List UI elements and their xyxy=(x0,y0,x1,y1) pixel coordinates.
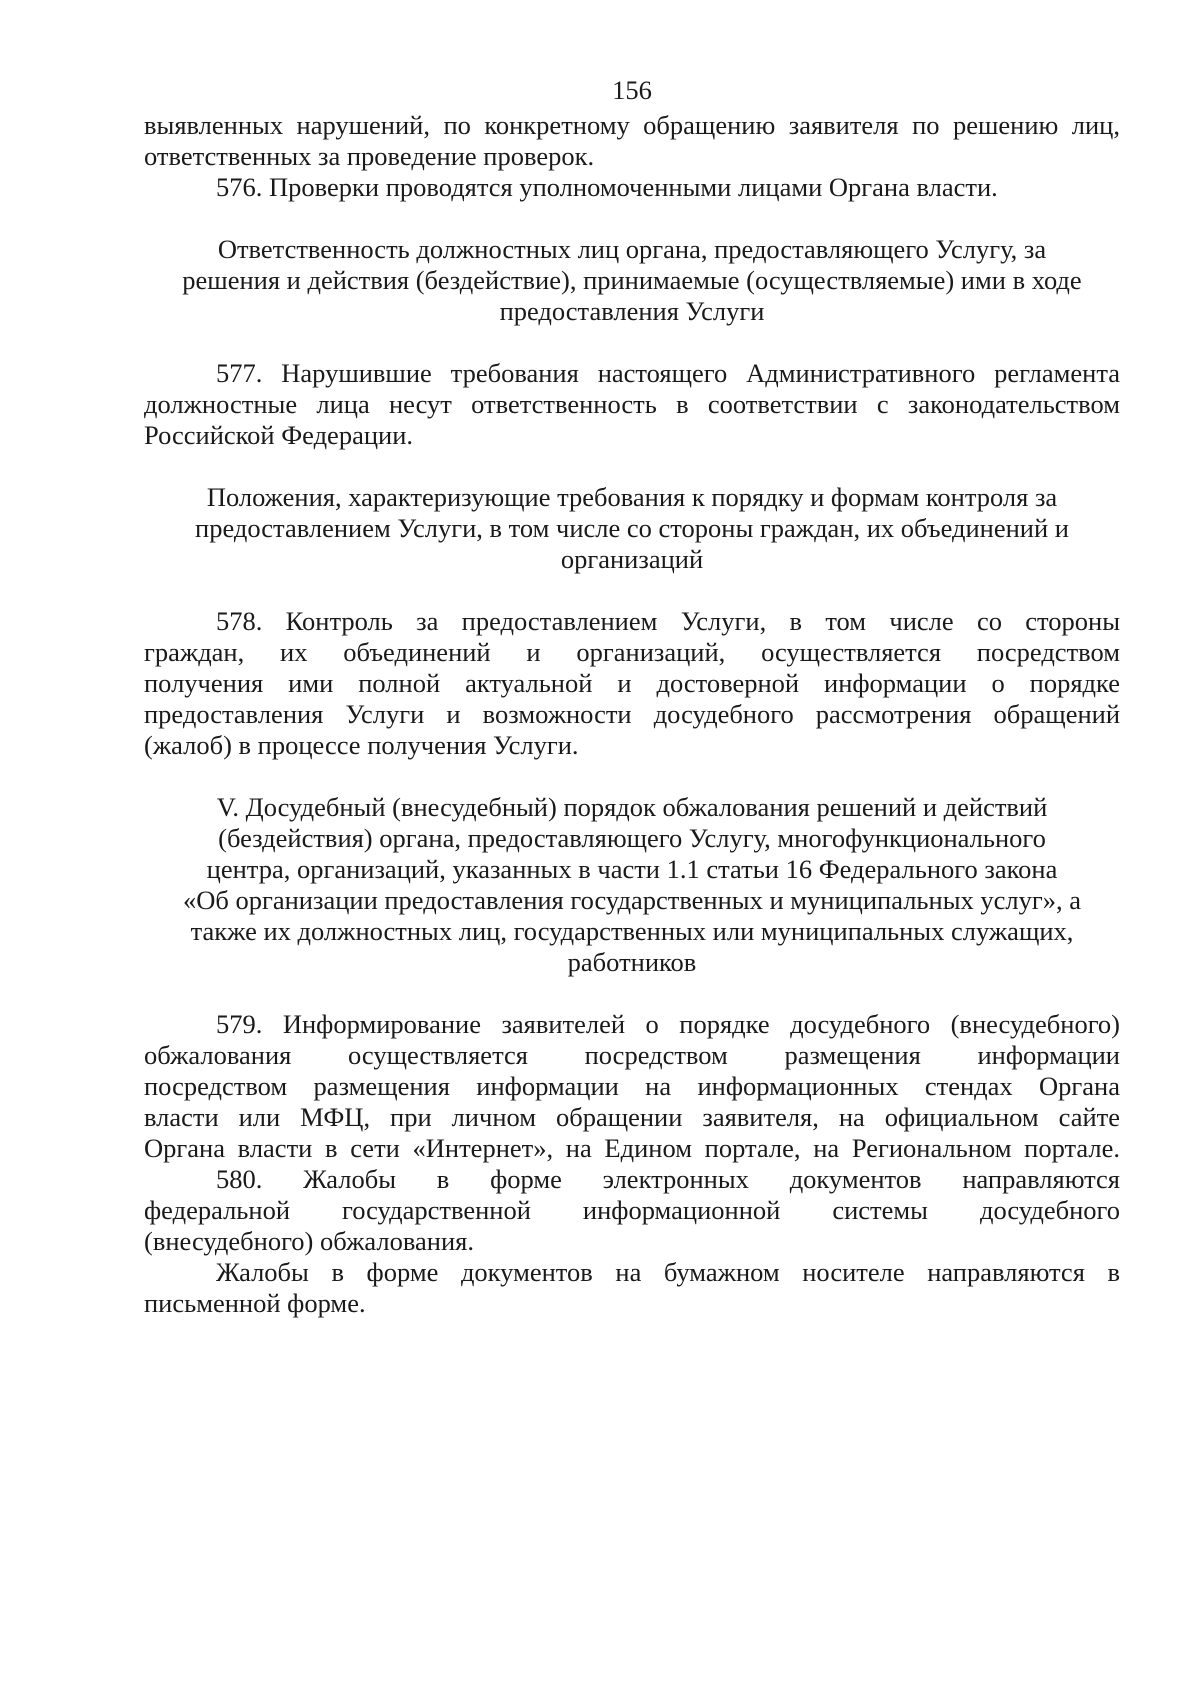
heading-responsibility xyxy=(144,234,1120,327)
paragraph-580 xyxy=(144,1164,1120,1257)
heading-line: (бездействия) органа, предоставляющего Услугу, многофункционального xyxy=(218,823,1046,853)
text-line: власти или МФЦ, при личном обращении заявителя, на официальном сайте xyxy=(144,1102,1120,1132)
text-line: предоставления Услуги и возможности досудебного рассмотрения обращений xyxy=(144,699,1120,729)
text-line: письменной форме. xyxy=(144,1288,366,1318)
text-line: 579. Информирование заявителей о порядке досудебного (внесудебного) xyxy=(216,1009,1120,1039)
heading-line: Положения, характеризующие требования к порядку и формам контроля за xyxy=(206,482,1058,512)
heading-line: работников xyxy=(567,947,697,977)
heading-line: центра, организаций, указанных в части 1.1 статьи 16 Федерального закона xyxy=(206,854,1058,884)
heading-control xyxy=(144,482,1120,575)
paragraph-576 xyxy=(144,172,1120,203)
text-line: граждан, их объединений и организаций, осуществляется посредством xyxy=(144,637,1120,667)
paragraph-paper-complaints xyxy=(144,1257,1120,1319)
text-line: Жалобы в форме документов на бумажном носителе направляются в xyxy=(216,1257,1120,1287)
text-line: 578. Контроль за предоставлением Услуги, в том числе со стороны xyxy=(216,606,1120,636)
heading-line: Ответственность должностных лиц органа, предоставляющего Услугу, за xyxy=(217,234,1047,264)
heading-line: решения и действия (бездействие), принимаемые (осуществляемые) ими в ходе xyxy=(182,265,1082,295)
heading-line: предоставления Услуги xyxy=(499,296,765,326)
text-line: (жалоб) в процессе получения Услуги. xyxy=(144,730,579,760)
paragraph-intro xyxy=(144,110,1120,172)
text-line: получения ими полной актуальной и достоверной информации о порядке xyxy=(144,668,1120,698)
page-number: 156 xyxy=(612,75,652,105)
text-line: выявленных нарушений, по конкретному обращению заявителя по решению лиц, xyxy=(144,110,1120,140)
paragraph-577 xyxy=(144,358,1120,451)
heading-section-v xyxy=(144,792,1120,978)
heading-line: также их должностных лиц, государственных или муниципальных служащих, xyxy=(190,916,1074,946)
text-line: 580. Жалобы в форме электронных документов направляются xyxy=(216,1164,1120,1194)
heading-line: организаций xyxy=(560,544,704,574)
text-line: ответственных за проведение проверок. xyxy=(144,141,595,171)
text-line: Органа власти в сети «Интернет», на Едином портале, на Региональном портале. xyxy=(144,1133,1120,1163)
text-line: Российской Федерации. xyxy=(144,420,413,450)
text-line: обжалования осуществляется посредством размещения информации xyxy=(144,1040,1120,1070)
text-line: (внесудебного) обжалования. xyxy=(144,1226,474,1256)
text-line: 576. Проверки проводятся уполномоченными лицами Органа власти. xyxy=(216,172,998,202)
paragraph-579 xyxy=(144,1009,1120,1164)
paragraph-578 xyxy=(144,606,1120,761)
heading-line: «Об организации предоставления государственных и муниципальных услуг», а xyxy=(182,885,1081,915)
document-page xyxy=(144,70,1120,1319)
heading-line: V. Досудебный (внесудебный) порядок обжалования решений и действий xyxy=(216,792,1048,822)
text-line: посредством размещения информации на информационных стендах Органа xyxy=(144,1071,1120,1101)
text-line: 577. Нарушившие требования настоящего Административного регламента xyxy=(216,358,1120,388)
text-line: должностные лица несут ответственность в соответствии с законодательством xyxy=(144,389,1120,419)
heading-line: предоставлением Услуги, в том числе со стороны граждан, их объединений и xyxy=(195,513,1069,543)
text-line: федеральной государственной информационной системы досудебного xyxy=(144,1195,1120,1225)
